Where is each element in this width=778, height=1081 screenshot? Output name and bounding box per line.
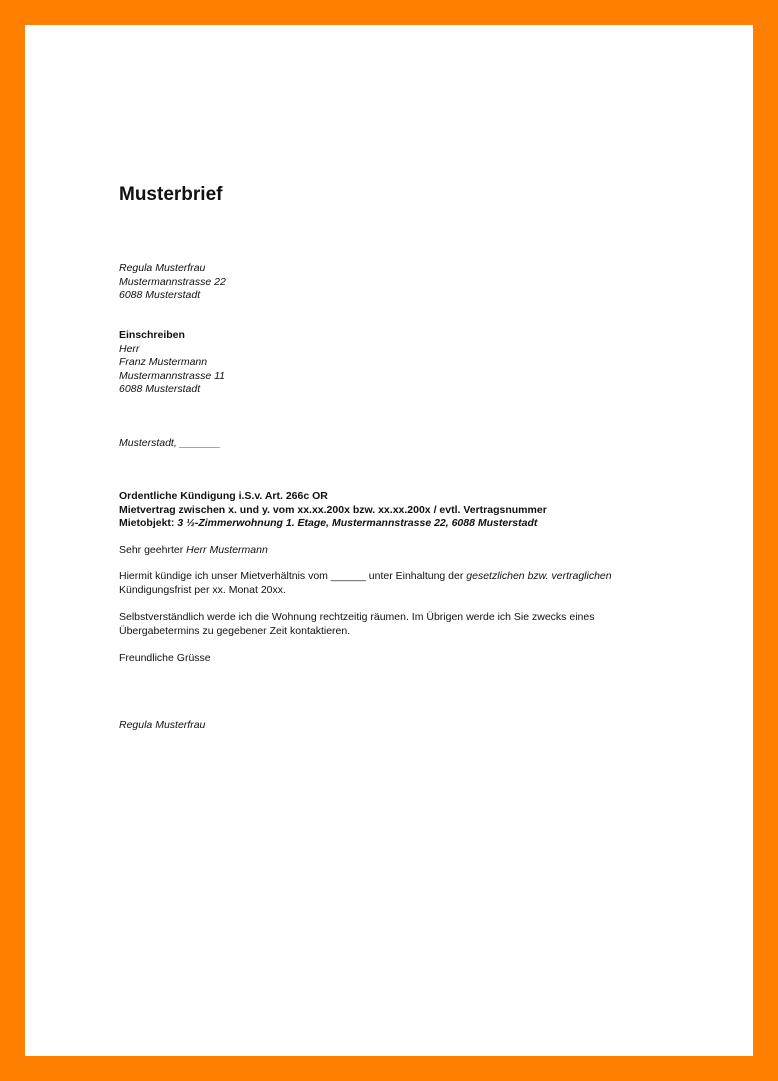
recipient-salutation: Herr — [119, 342, 140, 355]
subject-line-3-value: 3 ½-Zimmerwohnung 1. Etage, Mustermannstrasse 22, 6088 Musterstadt — [177, 517, 538, 529]
recipient-address — [119, 329, 225, 397]
paragraph-1-text: Hiermit kündige ich unser Mietverhältnis vom ______ unter Einhaltung der — [119, 570, 467, 582]
recipient-city: 6088 Musterstadt — [119, 383, 201, 395]
paragraph-1-line-1 — [119, 570, 659, 584]
delivery-method: Einschreiben — [119, 329, 185, 341]
closing: Freundliche Grüsse — [119, 652, 211, 664]
paragraph-1-italic: gesetzlichen bzw. vertraglichen — [466, 570, 612, 582]
recipient-street: Mustermannstrasse 11 — [119, 369, 226, 382]
paragraph-2-line-1: Selbstverständlich werde ich die Wohnung rechtzeitig räumen. Im Übrigen werde ich Sie zwecks eines — [119, 611, 595, 623]
letter-page — [25, 25, 753, 1056]
sender-street: Mustermannstrasse 22 — [119, 275, 226, 288]
subject-line-3 — [119, 517, 547, 531]
paragraph-2-line-2: Übergabetermins zu gegebener Zeit kontaktieren. — [119, 624, 351, 637]
place-date: Musterstadt, _______ — [119, 437, 221, 449]
subject-line-2: Mietvertrag zwischen x. und y. vom xx.xx.200x bzw. xx.xx.200x / evtl. Vertragsnummer — [119, 503, 547, 516]
subject-line-3-label: Mietobjekt: — [119, 517, 178, 529]
paragraph-1-line-2: Kündigungsfrist per xx. Monat 20xx. — [119, 583, 286, 596]
sender-address — [119, 262, 226, 303]
sender-city: 6088 Musterstadt — [119, 289, 201, 301]
greeting-name: Herr Mustermann — [186, 544, 268, 556]
letter-title: Musterbrief — [119, 184, 223, 205]
recipient-name: Franz Mustermann — [119, 356, 208, 368]
signature: Regula Musterfrau — [119, 719, 206, 731]
greeting-prefix: Sehr geehrter — [119, 544, 187, 556]
subject-block — [119, 490, 547, 531]
subject-line-1: Ordentliche Kündigung i.S.v. Art. 266c OR — [119, 490, 328, 502]
paragraph-1 — [119, 570, 659, 597]
greeting — [119, 544, 268, 558]
sender-name: Regula Musterfrau — [119, 262, 206, 274]
paragraph-2 — [119, 611, 659, 638]
